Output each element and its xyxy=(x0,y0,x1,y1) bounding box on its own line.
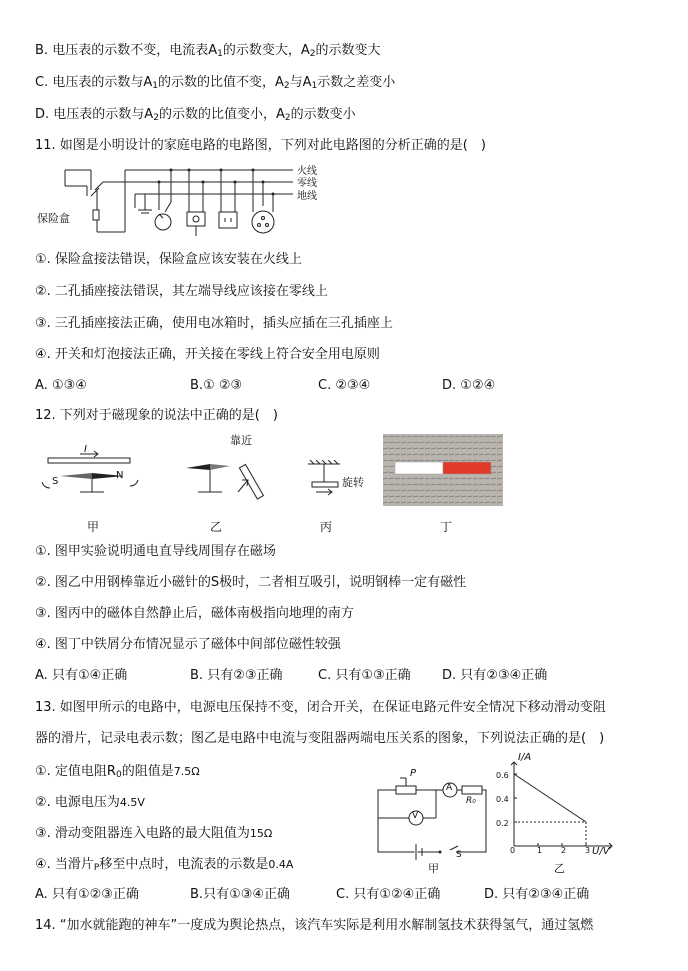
y-tick-0-2: 0.2 xyxy=(496,819,509,828)
ground-wire-label: 地线 xyxy=(297,191,317,202)
q13-choice-d: D. 只有②③④正确 xyxy=(484,887,590,902)
q12-choice-c: C. 只有①③正确 xyxy=(318,668,411,683)
iron-filings-photo xyxy=(383,434,503,506)
x-axis-label: U/V xyxy=(592,846,610,857)
ammeter-label: A xyxy=(446,783,453,793)
rotate-label: 旋转 xyxy=(342,476,364,489)
q11-choice-b: B.① ②③ xyxy=(190,378,243,393)
q12-choice-a: A. 只有①④正确 xyxy=(35,668,128,683)
q13-choice-b: B.只有①③④正确 xyxy=(190,887,291,902)
q11-statement-2: ②. 二孔插座接法错误，其左端导线应该接在零线上 xyxy=(35,284,328,299)
q10-option-c: C. 电压表的示数与$A_1$的示数的比值不变，$A_2$与$A_1$示数之差变小 xyxy=(35,75,396,91)
household-circuit-figure xyxy=(35,160,345,242)
figure-caption-bing: 丙 xyxy=(320,520,333,534)
q11-stem: 11. 如图是小明设计的家庭电路的电路图，下列对此电路图的分析正确的是( ) xyxy=(35,138,486,153)
q11-statement-3: ③. 三孔插座接法正确，使用电冰箱时，插头应插在三孔插座上 xyxy=(35,316,393,331)
q12-choice-b: B. 只有②③正确 xyxy=(190,668,283,683)
graph-caption: 乙 xyxy=(554,862,565,875)
y-axis-label: I/A xyxy=(518,752,532,763)
slider-p-label: P xyxy=(410,768,417,779)
q13-statement-2: ②. 电源电压为4.5V xyxy=(35,795,145,810)
figure-caption-jia: 甲 xyxy=(87,520,100,534)
circuit-caption: 甲 xyxy=(428,862,439,875)
q13-statement-3: ③. 滑动变阻器连入电路的最大阻值为15Ω xyxy=(35,826,273,841)
figure-caption-yi: 乙 xyxy=(210,520,223,534)
q12-stem: 12. 下列对于磁现象的说法中正确的是( ) xyxy=(35,408,278,423)
north-pole-label: N xyxy=(116,470,124,481)
q10-option-d: D. 电压表的示数与$A_2$的示数的比值变小，$A_2$的示数变小 xyxy=(35,107,356,123)
iu-series-line xyxy=(514,774,586,822)
q13-stem-line1: 13. 如图甲所示的电路中，电源电压保持不变，闭合开关，在保证电路元件安全情况下移动滑动变阻 xyxy=(35,700,606,715)
q13-choice-a: A. 只有①②③正确 xyxy=(35,887,139,902)
south-pole-label: S xyxy=(52,476,59,487)
q13-statement-4: ④. 当滑片$_P$移至中点时，电流表的示数是0.4A xyxy=(35,857,294,873)
q12-statement-1: ①. 图甲实验说明通电直导线周围存在磁场 xyxy=(35,544,276,559)
q12-statement-4: ④. 图丁中铁屑分布情况显示了磁体中间部位磁性较强 xyxy=(35,637,341,652)
approach-label: 靠近 xyxy=(230,434,252,447)
iu-graph-yi xyxy=(494,752,624,875)
y-tick-0-4: 0.4 xyxy=(496,795,509,804)
magnet-figure-yi xyxy=(184,436,284,506)
q11-choice-a: A. ①③④ xyxy=(35,378,87,393)
q11-choice-c: C. ②③④ xyxy=(318,378,371,393)
q13-choice-c: C. 只有①②④正确 xyxy=(336,887,441,902)
magnet-figure-jia xyxy=(40,444,140,508)
y-tick-0-6: 0.6 xyxy=(496,771,509,780)
live-wire-label: 火线 xyxy=(297,166,317,177)
q12-choice-d: D. 只有②③④正确 xyxy=(442,668,548,683)
neutral-wire-label: 零线 xyxy=(297,178,317,189)
q14-stem: 14. “加水就能跑的神车”一度成为舆论热点，该汽车实际是利用水解制氢技术获得氢气，通过氢燃 xyxy=(35,918,594,933)
q11-choice-d: D. ①②④ xyxy=(442,378,496,393)
q11-statement-1: ①. 保险盒接法错误，保险盒应该安装在火线上 xyxy=(35,252,302,267)
x-tick-1: 1 xyxy=(537,846,543,855)
q12-statement-3: ③. 图丙中的磁体自然静止后，磁体南极指向地理的南方 xyxy=(35,606,354,621)
magnet-figure-bing xyxy=(306,460,386,505)
x-tick-3: 3 xyxy=(585,846,591,855)
q10-option-b: B. 电压表的示数不变，电流表$A_1$的示数变大，$A_2$的示数变大 xyxy=(35,43,381,59)
fuse-box-label: 保险盒 xyxy=(37,212,70,225)
q11-statement-4: ④. 开关和灯泡接法正确，开关接在零线上符合安全用电原则 xyxy=(35,347,380,362)
switch-label: S xyxy=(456,850,462,860)
x-tick-0: 0 xyxy=(510,846,516,855)
q13-stem-line2: 器的滑片，记录电表示数；图乙是电路中电流与变阻器两端电压关系的图象，下列说法正确的是( ) xyxy=(35,731,605,746)
figure-caption-ding: 丁 xyxy=(440,520,453,534)
r0-label: R₀ xyxy=(466,796,476,806)
x-tick-2: 2 xyxy=(561,846,567,855)
circuit-diagram-jia xyxy=(376,768,492,875)
q12-statement-2: ②. 图乙中用钢棒靠近小磁针的S极时，二者相互吸引，说明钢棒一定有磁性 xyxy=(35,575,467,590)
voltmeter-label: V xyxy=(412,811,419,821)
current-label: I xyxy=(84,444,87,455)
q13-statement-1: ①. 定值电阻$R_0$的阻值是7.5Ω xyxy=(35,764,200,780)
